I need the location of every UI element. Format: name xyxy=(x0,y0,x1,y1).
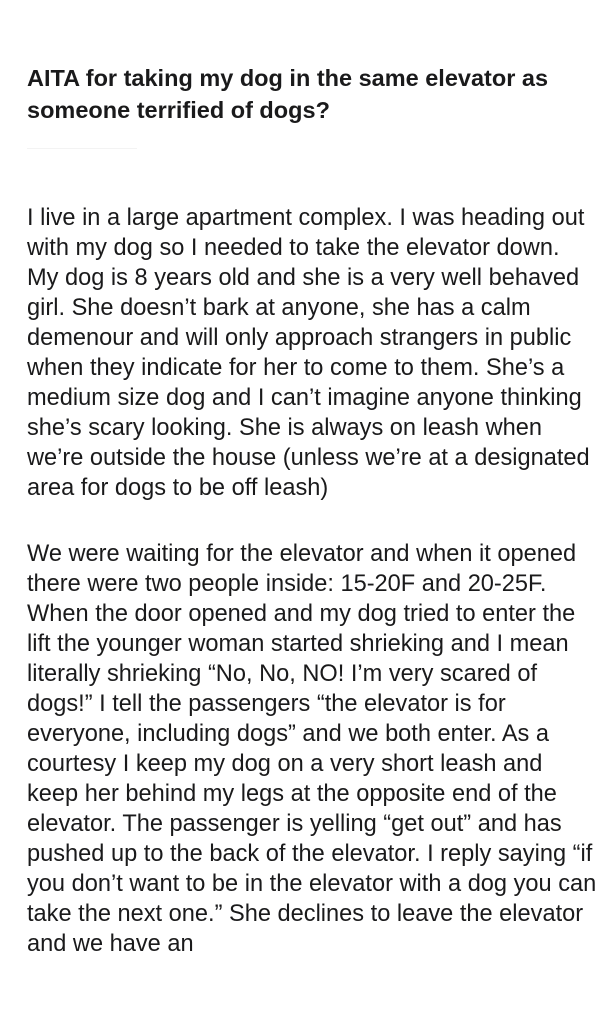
post-title: AITA for taking my dog in the same elevator as someone terrified of dogs? xyxy=(27,65,549,123)
post-paragraph: We were waiting for the elevator and when it opened there were two people inside: 15-20F and 20-25F. When the door opened and my dog tried to enter the lift the younger woman started shrieking and I mean literally shrieking “No, No, NO! I’m very scared of dogs!” I tell the passengers “the elevator is for everyone, including dogs” and we both enter. As a courtesy I keep my dog on a very short leash and keep her behind my legs at the opposite end of the elevator. The passenger is yelling “get out” and has pushed up to the back of the elevator. I reply saying “if you don’t want to be in the elevator with a dog you can take the next one.” She declines to leave the elevator and we have an xyxy=(27,541,597,957)
post-body xyxy=(27,203,597,995)
post-paragraph: I live in a large apartment complex. I was heading out with my dog so I needed to take the elevator down. My dog is 8 years old and she is a very well behaved girl. She doesn’t bark at anyone, she has a calm demenour and will only approach strangers in public when they indicate for her to come to them. She’s a medium size dog and I can’t imagine anyone thinking she’s scary looking. She is always on leash when we’re outside the house (unless we’re at a designated area for dogs to be off leash) xyxy=(27,205,590,501)
divider xyxy=(27,148,137,149)
